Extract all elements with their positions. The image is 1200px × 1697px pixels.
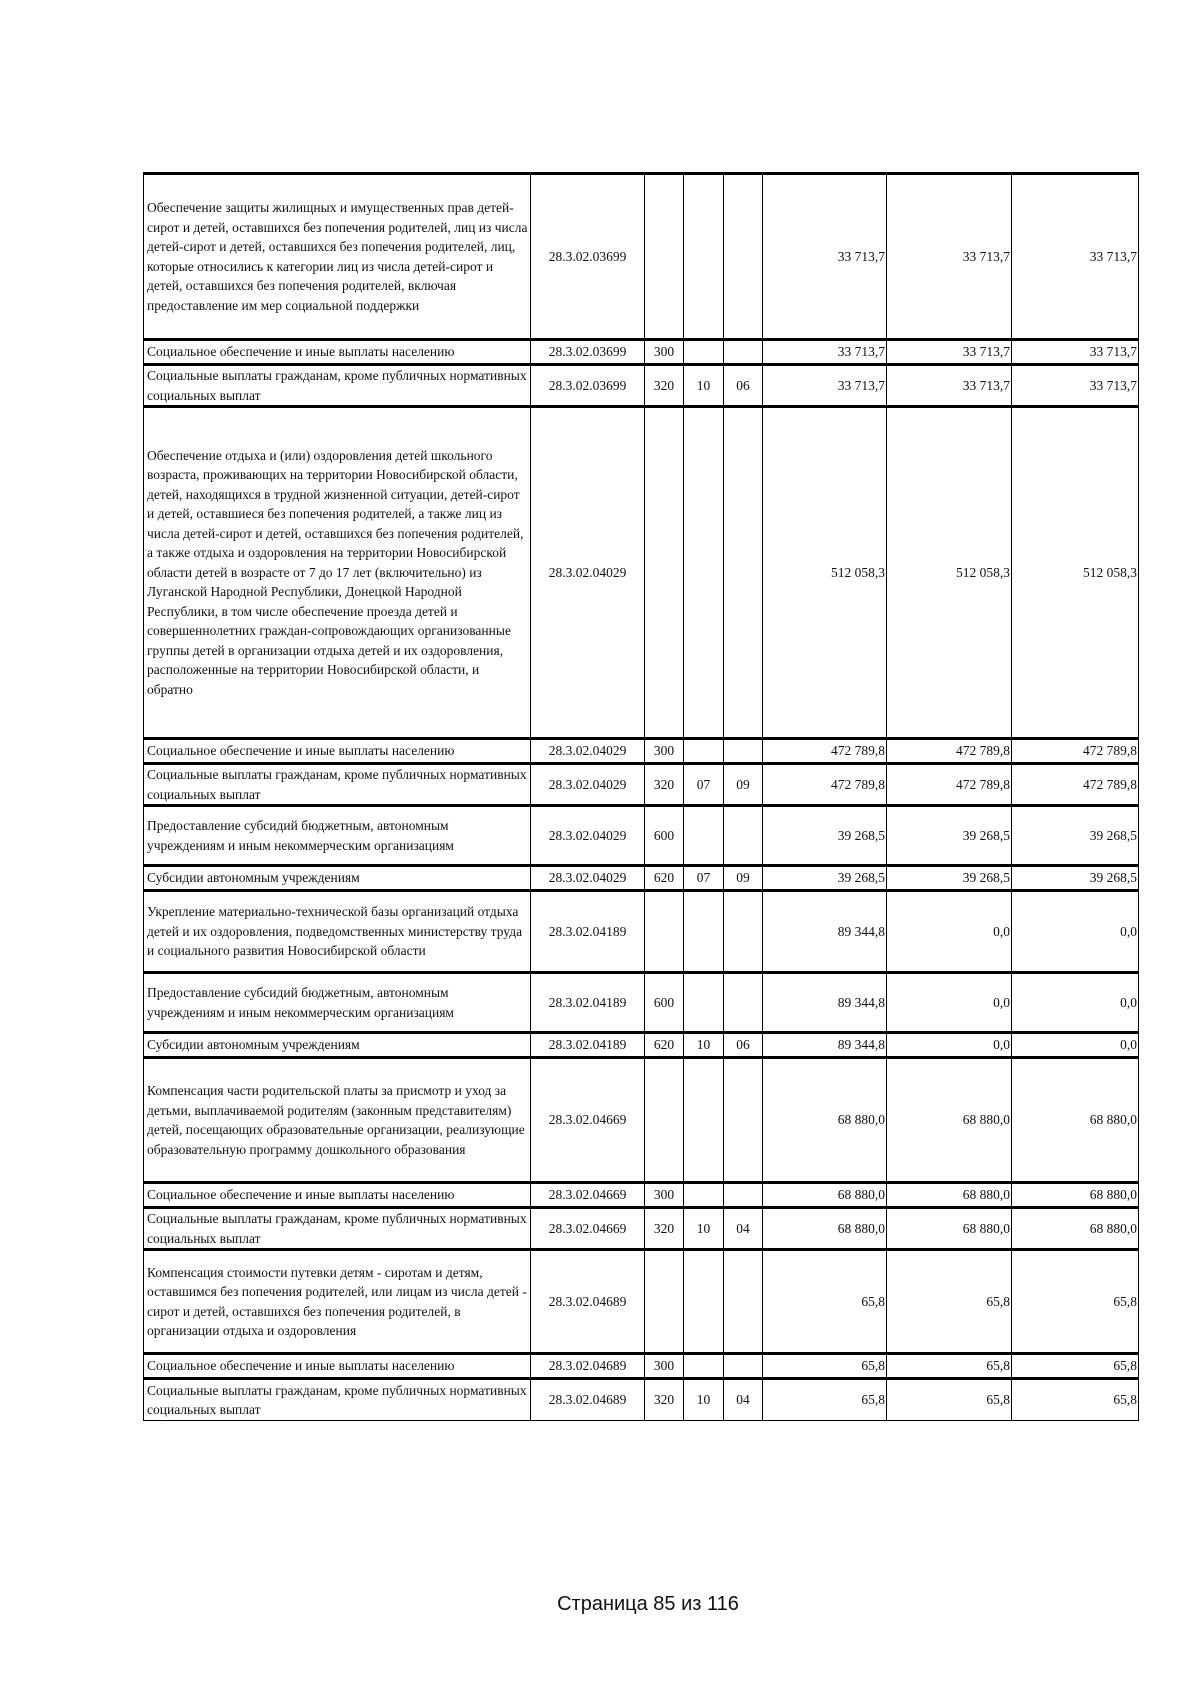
table-row [144, 1033, 1139, 1058]
target-article-code: 28.3.02.04689 [531, 1379, 645, 1421]
amount-year-1: 89 344,8 [763, 891, 887, 973]
subsection-code [724, 407, 763, 739]
budget-table [143, 172, 1139, 1421]
amount-year-1: 89 344,8 [763, 973, 887, 1033]
expense-type-code [645, 1058, 684, 1183]
table-row [144, 340, 1139, 365]
section-code [684, 340, 724, 365]
amount-year-3: 33 713,7 [1012, 340, 1139, 365]
target-article-code: 28.3.02.04669 [531, 1183, 645, 1208]
table-row [144, 1183, 1139, 1208]
section-code: 07 [684, 764, 724, 806]
target-article-code: 28.3.02.03699 [531, 174, 645, 340]
amount-year-3: 0,0 [1012, 973, 1139, 1033]
row-name: Социальное обеспечение и иные выплаты населению [144, 1354, 531, 1379]
section-code [684, 1250, 724, 1354]
expense-type-code: 620 [645, 866, 684, 891]
target-article-code: 28.3.02.04689 [531, 1354, 645, 1379]
row-name: Социальное обеспечение и иные выплаты населению [144, 1183, 531, 1208]
amount-year-1: 472 789,8 [763, 739, 887, 764]
amount-year-3: 0,0 [1012, 891, 1139, 973]
amount-year-2: 33 713,7 [887, 365, 1012, 407]
amount-year-3: 512 058,3 [1012, 407, 1139, 739]
expense-type-code: 320 [645, 764, 684, 806]
amount-year-2: 39 268,5 [887, 866, 1012, 891]
expense-type-code [645, 891, 684, 973]
amount-year-2: 0,0 [887, 973, 1012, 1033]
section-code [684, 1354, 724, 1379]
table-row [144, 764, 1139, 806]
amount-year-3: 39 268,5 [1012, 806, 1139, 866]
target-article-code: 28.3.02.04029 [531, 764, 645, 806]
amount-year-2: 39 268,5 [887, 806, 1012, 866]
table-row [144, 806, 1139, 866]
amount-year-1: 65,8 [763, 1379, 887, 1421]
subsection-code [724, 1354, 763, 1379]
amount-year-1: 68 880,0 [763, 1208, 887, 1250]
section-code [684, 174, 724, 340]
amount-year-1: 39 268,5 [763, 806, 887, 866]
amount-year-1: 512 058,3 [763, 407, 887, 739]
target-article-code: 28.3.02.04669 [531, 1058, 645, 1183]
amount-year-3: 65,8 [1012, 1379, 1139, 1421]
row-name: Предоставление субсидий бюджетным, автономным учреждениям и иным некоммерческим организациям [144, 973, 531, 1033]
expense-type-code: 600 [645, 806, 684, 866]
target-article-code: 28.3.02.04029 [531, 739, 645, 764]
target-article-code: 28.3.02.04189 [531, 973, 645, 1033]
amount-year-3: 68 880,0 [1012, 1058, 1139, 1183]
subsection-code [724, 174, 763, 340]
amount-year-3: 65,8 [1012, 1250, 1139, 1354]
table-row [144, 973, 1139, 1033]
subsection-code [724, 1250, 763, 1354]
subsection-code [724, 739, 763, 764]
row-name: Компенсация части родительской платы за присмотр и уход за детьми, выплачиваемой родителям (законным представителям) детей, посещающих образовательные организации, реализующие образовательную программу дошкольного образования [144, 1058, 531, 1183]
table-row [144, 739, 1139, 764]
expense-type-code: 300 [645, 1183, 684, 1208]
amount-year-2: 68 880,0 [887, 1183, 1012, 1208]
amount-year-3: 68 880,0 [1012, 1208, 1139, 1250]
table-row [144, 1354, 1139, 1379]
row-name: Предоставление субсидий бюджетным, автономным учреждениям и иным некоммерческим организациям [144, 806, 531, 866]
section-code [684, 407, 724, 739]
expense-type-code [645, 1250, 684, 1354]
amount-year-1: 89 344,8 [763, 1033, 887, 1058]
section-code: 10 [684, 1033, 724, 1058]
row-name: Социальное обеспечение и иные выплаты населению [144, 739, 531, 764]
amount-year-3: 472 789,8 [1012, 739, 1139, 764]
subsection-code [724, 973, 763, 1033]
section-code [684, 739, 724, 764]
row-name: Социальные выплаты гражданам, кроме публичных нормативных социальных выплат [144, 1208, 531, 1250]
subsection-code [724, 891, 763, 973]
expense-type-code: 600 [645, 973, 684, 1033]
amount-year-2: 33 713,7 [887, 174, 1012, 340]
amount-year-3: 0,0 [1012, 1033, 1139, 1058]
amount-year-2: 65,8 [887, 1354, 1012, 1379]
table-row [144, 1250, 1139, 1354]
expense-type-code: 320 [645, 1208, 684, 1250]
row-name: Укрепление материально-технической базы организаций отдыха детей и их оздоровления, подведомственных министерству труда и социального развития Новосибирской области [144, 891, 531, 973]
subsection-code [724, 806, 763, 866]
row-name: Обеспечение защиты жилищных и имущественных прав детей-сирот и детей, оставшихся без попечения родителей, лиц из числа детей-сирот и детей, оставшихся без попечения родителей, лиц, которые относились к категории лиц из числа детей-сирот и детей, оставшихся без попечения родителей, включая предоставление им мер социальной поддержки [144, 174, 531, 340]
amount-year-2: 472 789,8 [887, 764, 1012, 806]
row-name: Компенсация стоимости путевки детям - сиротам и детям, оставшимся без попечения родителей, или лицам из числа детей - сирот и детей, оставшихся без попечения родителей, в организации отдыха и оздоровления [144, 1250, 531, 1354]
section-code: 10 [684, 365, 724, 407]
section-code [684, 1183, 724, 1208]
amount-year-1: 68 880,0 [763, 1058, 887, 1183]
section-code [684, 973, 724, 1033]
expense-type-code: 620 [645, 1033, 684, 1058]
amount-year-2: 68 880,0 [887, 1208, 1012, 1250]
subsection-code: 06 [724, 1033, 763, 1058]
amount-year-2: 0,0 [887, 1033, 1012, 1058]
amount-year-3: 33 713,7 [1012, 365, 1139, 407]
table-row [144, 407, 1139, 739]
amount-year-1: 65,8 [763, 1250, 887, 1354]
amount-year-1: 39 268,5 [763, 866, 887, 891]
amount-year-2: 472 789,8 [887, 739, 1012, 764]
amount-year-1: 33 713,7 [763, 174, 887, 340]
expense-type-code: 320 [645, 1379, 684, 1421]
table-row [144, 365, 1139, 407]
amount-year-2: 65,8 [887, 1250, 1012, 1354]
table-row [144, 1208, 1139, 1250]
target-article-code: 28.3.02.03699 [531, 365, 645, 407]
section-code [684, 806, 724, 866]
amount-year-1: 65,8 [763, 1354, 887, 1379]
expense-type-code [645, 174, 684, 340]
amount-year-2: 512 058,3 [887, 407, 1012, 739]
amount-year-3: 39 268,5 [1012, 866, 1139, 891]
amount-year-2: 0,0 [887, 891, 1012, 973]
amount-year-1: 472 789,8 [763, 764, 887, 806]
expense-type-code: 320 [645, 365, 684, 407]
row-name: Субсидии автономным учреждениям [144, 1033, 531, 1058]
amount-year-2: 68 880,0 [887, 1058, 1012, 1183]
target-article-code: 28.3.02.04029 [531, 407, 645, 739]
amount-year-1: 33 713,7 [763, 365, 887, 407]
amount-year-1: 33 713,7 [763, 340, 887, 365]
amount-year-3: 472 789,8 [1012, 764, 1139, 806]
row-name: Социальное обеспечение и иные выплаты населению [144, 340, 531, 365]
table-row [144, 866, 1139, 891]
table-body [144, 174, 1139, 1421]
subsection-code: 09 [724, 764, 763, 806]
section-code [684, 891, 724, 973]
table-row [144, 891, 1139, 973]
target-article-code: 28.3.02.04189 [531, 1033, 645, 1058]
section-code: 07 [684, 866, 724, 891]
target-article-code: 28.3.02.03699 [531, 340, 645, 365]
subsection-code [724, 1183, 763, 1208]
table-row [144, 174, 1139, 340]
subsection-code: 06 [724, 365, 763, 407]
section-code: 10 [684, 1379, 724, 1421]
expense-type-code: 300 [645, 340, 684, 365]
table-row [144, 1058, 1139, 1183]
row-name: Обеспечение отдыха и (или) оздоровления детей школьного возраста, проживающих на территории Новосибирской области, детей, находящихся в трудной жизненной ситуации, детей-сирот и детей, оставшиеся без попечения родителей, а также лиц из числа детей-сирот и детей, оставшихся без попечения родителей, а также отдыха и оздоровления на территории Новосибирской области детей в возрасте от 7 до 17 лет (включительно) из Луганской Народной Республики, Донецкой Народной Республики, в том числе обеспечение проезда детей и совершеннолетних граждан-сопровождающих организованные группы детей в организации отдыха детей и их оздоровления, расположенные на территории Новосибирской области, и обратно [144, 407, 531, 739]
amount-year-2: 33 713,7 [887, 340, 1012, 365]
expense-type-code: 300 [645, 739, 684, 764]
amount-year-1: 68 880,0 [763, 1183, 887, 1208]
row-name: Социальные выплаты гражданам, кроме публичных нормативных социальных выплат [144, 764, 531, 806]
expense-type-code [645, 407, 684, 739]
target-article-code: 28.3.02.04029 [531, 866, 645, 891]
amount-year-3: 33 713,7 [1012, 174, 1139, 340]
subsection-code [724, 340, 763, 365]
page-number: Страница 85 из 116 [557, 1593, 739, 1615]
target-article-code: 28.3.02.04029 [531, 806, 645, 866]
table-row [144, 1379, 1139, 1421]
section-code [684, 1058, 724, 1183]
amount-year-2: 65,8 [887, 1379, 1012, 1421]
expense-type-code: 300 [645, 1354, 684, 1379]
row-name: Социальные выплаты гражданам, кроме публичных нормативных социальных выплат [144, 1379, 531, 1421]
subsection-code [724, 1058, 763, 1183]
amount-year-3: 65,8 [1012, 1354, 1139, 1379]
subsection-code: 09 [724, 866, 763, 891]
row-name: Социальные выплаты гражданам, кроме публичных нормативных социальных выплат [144, 365, 531, 407]
target-article-code: 28.3.02.04189 [531, 891, 645, 973]
section-code: 10 [684, 1208, 724, 1250]
target-article-code: 28.3.02.04669 [531, 1208, 645, 1250]
target-article-code: 28.3.02.04689 [531, 1250, 645, 1354]
row-name: Субсидии автономным учреждениям [144, 866, 531, 891]
subsection-code: 04 [724, 1379, 763, 1421]
subsection-code: 04 [724, 1208, 763, 1250]
amount-year-3: 68 880,0 [1012, 1183, 1139, 1208]
